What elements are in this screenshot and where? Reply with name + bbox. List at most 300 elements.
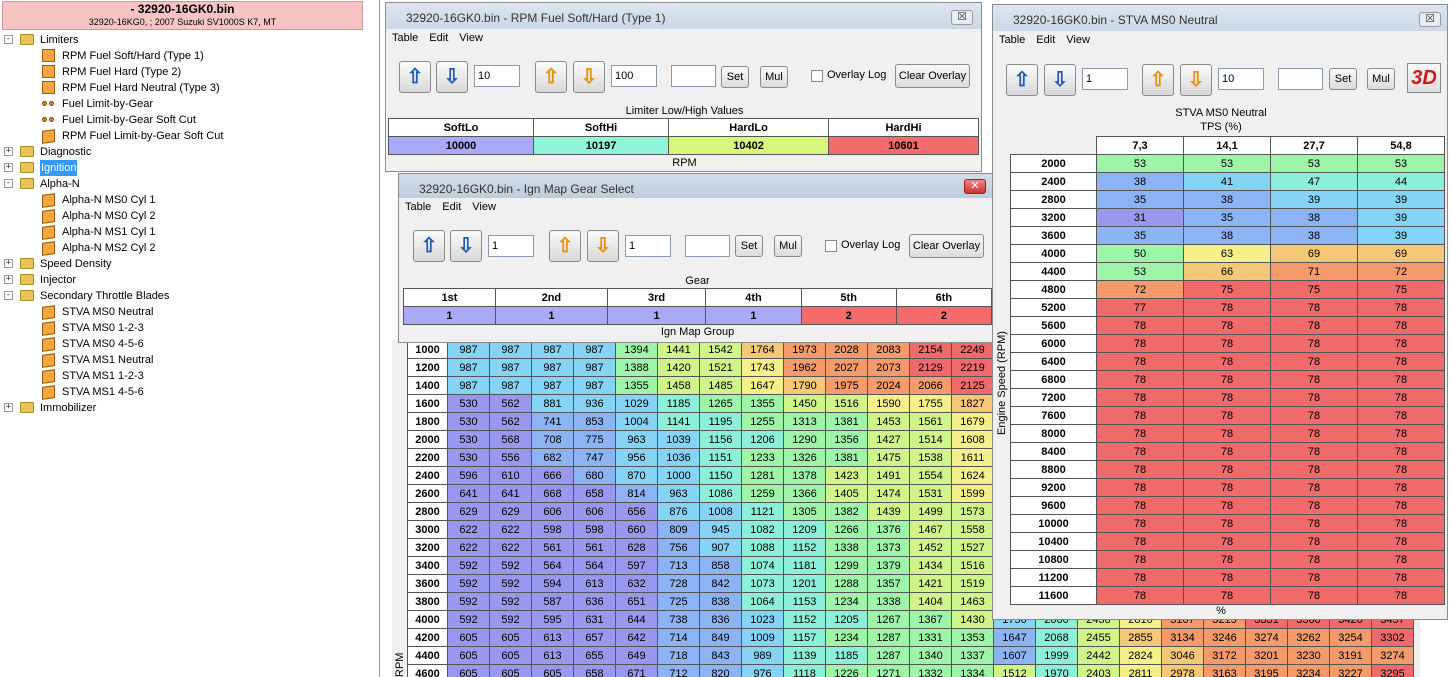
- ign-cell[interactable]: 987: [574, 377, 616, 395]
- stva-cell[interactable]: 53: [1271, 155, 1358, 173]
- ign-cell[interactable]: 3195: [1246, 665, 1288, 677]
- set-button[interactable]: Set: [721, 66, 749, 88]
- ign-cell[interactable]: 987: [574, 341, 616, 359]
- decrease-arrow-icon[interactable]: ⇩: [436, 61, 468, 93]
- ign-cell[interactable]: 1434: [910, 557, 952, 575]
- stva-cell[interactable]: 78: [1358, 371, 1445, 389]
- ign-cell[interactable]: 1427: [868, 431, 910, 449]
- ign-cell[interactable]: 1491: [868, 467, 910, 485]
- mul-button[interactable]: Mul: [760, 66, 788, 88]
- stva-cell[interactable]: 78: [1271, 551, 1358, 569]
- ign-cell[interactable]: 1152: [784, 611, 826, 629]
- ign-cell[interactable]: 1607: [994, 647, 1036, 665]
- ign-cell[interactable]: 713: [658, 557, 700, 575]
- gear-cell[interactable]: 1: [404, 307, 496, 325]
- ign-cell[interactable]: 1373: [868, 539, 910, 557]
- ign-cell[interactable]: 1538: [910, 449, 952, 467]
- ign-cell[interactable]: 987: [448, 377, 490, 395]
- step-large-input[interactable]: 10: [1218, 68, 1264, 90]
- ign-cell[interactable]: 1139: [784, 647, 826, 665]
- ign-cell[interactable]: 1790: [784, 377, 826, 395]
- ign-cell[interactable]: 1521: [700, 359, 742, 377]
- ign-cell[interactable]: 1082: [742, 521, 784, 539]
- stva-cell[interactable]: 78: [1184, 335, 1271, 353]
- increase-large-arrow-icon[interactable]: ⇧: [535, 61, 567, 93]
- ign-cell[interactable]: 1423: [826, 467, 868, 485]
- ign-cell[interactable]: 1338: [826, 539, 868, 557]
- ign-cell[interactable]: 1599: [952, 485, 994, 503]
- ign-cell[interactable]: 3274: [1246, 629, 1288, 647]
- ign-cell[interactable]: 2129: [910, 359, 952, 377]
- mul-button[interactable]: Mul: [1367, 68, 1395, 90]
- ign-cell[interactable]: 1542: [700, 341, 742, 359]
- stva-cell[interactable]: 78: [1097, 515, 1184, 533]
- stva-cell[interactable]: 78: [1097, 533, 1184, 551]
- ign-cell[interactable]: 636: [574, 593, 616, 611]
- ign-cell[interactable]: 820: [700, 665, 742, 677]
- ign-cell[interactable]: 1441: [658, 341, 700, 359]
- ign-cell[interactable]: 2083: [868, 341, 910, 359]
- stva-cell[interactable]: 31: [1097, 209, 1184, 227]
- stva-cell[interactable]: 78: [1271, 389, 1358, 407]
- ign-cell[interactable]: 2978: [1162, 665, 1204, 677]
- ign-cell[interactable]: 1073: [742, 575, 784, 593]
- stva-cell[interactable]: 78: [1358, 479, 1445, 497]
- menu-edit[interactable]: Edit: [1036, 34, 1056, 46]
- ign-cell[interactable]: 530: [448, 431, 490, 449]
- ign-cell[interactable]: 2154: [910, 341, 952, 359]
- stva-cell[interactable]: 53: [1097, 263, 1184, 281]
- step-small-input[interactable]: 1: [1082, 68, 1128, 90]
- stva-cell[interactable]: 78: [1358, 299, 1445, 317]
- expand-icon[interactable]: +: [5, 258, 12, 268]
- stva-cell[interactable]: 78: [1097, 443, 1184, 461]
- set-value-input[interactable]: [1278, 68, 1323, 90]
- stva-cell[interactable]: 50: [1097, 245, 1184, 263]
- ign-cell[interactable]: 2442: [1078, 647, 1120, 665]
- limiter-cell[interactable]: 10197: [534, 137, 669, 155]
- 3d-view-icon[interactable]: 3D: [1407, 63, 1441, 93]
- stva-cell[interactable]: 78: [1271, 587, 1358, 605]
- stva-cell[interactable]: 78: [1271, 479, 1358, 497]
- stva-cell[interactable]: 78: [1358, 497, 1445, 515]
- ign-cell[interactable]: 606: [574, 503, 616, 521]
- stva-cell[interactable]: 78: [1184, 587, 1271, 605]
- ign-cell[interactable]: 642: [616, 629, 658, 647]
- ign-cell[interactable]: 1299: [826, 557, 868, 575]
- ign-cell[interactable]: 1209: [784, 521, 826, 539]
- ign-cell[interactable]: 1088: [742, 539, 784, 557]
- ign-cell[interactable]: 712: [658, 665, 700, 677]
- ign-cell[interactable]: 1205: [826, 611, 868, 629]
- set-value-input[interactable]: [671, 65, 716, 87]
- ign-cell[interactable]: 3172: [1204, 647, 1246, 665]
- ign-cell[interactable]: 1558: [952, 521, 994, 539]
- ign-cell[interactable]: 613: [532, 629, 574, 647]
- ign-cell[interactable]: 657: [574, 629, 616, 647]
- stva-cell[interactable]: 53: [1184, 155, 1271, 173]
- ign-cell[interactable]: 775: [574, 431, 616, 449]
- increase-arrow-icon[interactable]: ⇧: [413, 230, 445, 262]
- ign-cell[interactable]: 1474: [868, 485, 910, 503]
- ign-cell[interactable]: 1764: [742, 341, 784, 359]
- ign-cell[interactable]: 1039: [658, 431, 700, 449]
- ign-cell[interactable]: 3274: [1372, 647, 1414, 665]
- stva-cell[interactable]: 78: [1097, 587, 1184, 605]
- window-title[interactable]: 32920-16GK0.bin - STVA MS0 Neutral: [993, 5, 1447, 35]
- ign-cell[interactable]: 1313: [784, 413, 826, 431]
- ign-cell[interactable]: 1338: [868, 593, 910, 611]
- stva-cell[interactable]: 78: [1271, 461, 1358, 479]
- ign-cell[interactable]: 622: [490, 521, 532, 539]
- ign-cell[interactable]: 605: [490, 629, 532, 647]
- decrease-arrow-icon[interactable]: ⇩: [1044, 64, 1076, 96]
- ign-cell[interactable]: 561: [574, 539, 616, 557]
- ign-cell[interactable]: 1206: [742, 431, 784, 449]
- stva-cell[interactable]: 78: [1184, 299, 1271, 317]
- stva-cell[interactable]: 35: [1184, 209, 1271, 227]
- ign-cell[interactable]: 1514: [910, 431, 952, 449]
- stva-cell[interactable]: 38: [1097, 173, 1184, 191]
- ign-cell[interactable]: 1233: [742, 449, 784, 467]
- ign-cell[interactable]: 3227: [1330, 665, 1372, 677]
- decrease-arrow-icon[interactable]: ⇩: [450, 230, 482, 262]
- stva-cell[interactable]: 78: [1097, 335, 1184, 353]
- ign-cell[interactable]: 1195: [700, 413, 742, 431]
- ign-cell[interactable]: 1430: [952, 611, 994, 629]
- ign-cell[interactable]: 592: [490, 575, 532, 593]
- limiter-cell[interactable]: 10000: [389, 137, 534, 155]
- ign-cell[interactable]: 987: [490, 341, 532, 359]
- gear-cell[interactable]: 1: [706, 307, 801, 325]
- ign-cell[interactable]: 530: [448, 413, 490, 431]
- stva-cell[interactable]: 78: [1358, 425, 1445, 443]
- step-large-input[interactable]: 100: [611, 65, 657, 87]
- mul-button[interactable]: Mul: [774, 235, 802, 257]
- ign-cell[interactable]: 1156: [700, 431, 742, 449]
- increase-large-arrow-icon[interactable]: ⇧: [1142, 64, 1174, 96]
- ign-cell[interactable]: 1679: [952, 413, 994, 431]
- ign-cell[interactable]: 987: [448, 359, 490, 377]
- stva-cell[interactable]: 78: [1358, 389, 1445, 407]
- stva-cell[interactable]: 78: [1097, 317, 1184, 335]
- menu-table[interactable]: Table: [392, 32, 419, 44]
- close-icon[interactable]: ☒: [1419, 12, 1441, 27]
- stva-cell[interactable]: 78: [1097, 389, 1184, 407]
- stva-cell[interactable]: 78: [1097, 551, 1184, 569]
- stva-cell[interactable]: 47: [1271, 173, 1358, 191]
- ign-cell[interactable]: 564: [532, 557, 574, 575]
- ign-cell[interactable]: 1281: [742, 467, 784, 485]
- menu-table[interactable]: Table: [999, 34, 1026, 46]
- ign-cell[interactable]: 1185: [826, 647, 868, 665]
- stva-cell[interactable]: 78: [1097, 569, 1184, 587]
- ign-cell[interactable]: 747: [574, 449, 616, 467]
- window-title[interactable]: 32920-16GK0.bin - Ign Map Gear Select: [399, 174, 994, 204]
- stva-cell[interactable]: 78: [1184, 497, 1271, 515]
- stva-cell[interactable]: 75: [1358, 281, 1445, 299]
- set-value-input[interactable]: [685, 235, 730, 257]
- ign-cell[interactable]: 562: [490, 395, 532, 413]
- ign-cell[interactable]: 1463: [952, 593, 994, 611]
- stva-cell[interactable]: 78: [1358, 569, 1445, 587]
- ign-cell[interactable]: 1516: [952, 557, 994, 575]
- stva-cell[interactable]: 78: [1358, 587, 1445, 605]
- ign-cell[interactable]: 881: [532, 395, 574, 413]
- ign-cell[interactable]: 987: [532, 359, 574, 377]
- ign-cell[interactable]: 1234: [826, 593, 868, 611]
- ign-cell[interactable]: 3230: [1288, 647, 1330, 665]
- stva-cell[interactable]: 78: [1358, 407, 1445, 425]
- ign-cell[interactable]: 592: [448, 593, 490, 611]
- ign-cell[interactable]: 843: [700, 647, 742, 665]
- ign-cell[interactable]: 629: [448, 503, 490, 521]
- ign-cell[interactable]: 530: [448, 449, 490, 467]
- ign-cell[interactable]: 671: [616, 665, 658, 677]
- stva-cell[interactable]: 78: [1271, 299, 1358, 317]
- ign-cell[interactable]: 597: [616, 557, 658, 575]
- ign-cell[interactable]: 728: [658, 575, 700, 593]
- stva-cell[interactable]: 78: [1271, 497, 1358, 515]
- ign-cell[interactable]: 564: [574, 557, 616, 575]
- stva-cell[interactable]: 78: [1184, 443, 1271, 461]
- ign-cell[interactable]: 987: [490, 359, 532, 377]
- increase-arrow-icon[interactable]: ⇧: [399, 61, 431, 93]
- ign-cell[interactable]: 680: [574, 467, 616, 485]
- stva-cell[interactable]: 78: [1184, 389, 1271, 407]
- ign-cell[interactable]: 1266: [826, 521, 868, 539]
- ign-cell[interactable]: 1185: [658, 395, 700, 413]
- close-icon[interactable]: ✕: [964, 179, 986, 194]
- ign-cell[interactable]: 1287: [868, 647, 910, 665]
- ign-cell[interactable]: 605: [448, 629, 490, 647]
- ign-cell[interactable]: 714: [658, 629, 700, 647]
- ign-cell[interactable]: 651: [616, 593, 658, 611]
- overlay-log-checkbox[interactable]: [825, 240, 837, 252]
- ign-cell[interactable]: 1367: [910, 611, 952, 629]
- stva-cell[interactable]: 78: [1184, 569, 1271, 587]
- ign-cell[interactable]: 3134: [1162, 629, 1204, 647]
- ign-cell[interactable]: 666: [532, 467, 574, 485]
- ign-cell[interactable]: 655: [574, 647, 616, 665]
- ign-cell[interactable]: 592: [448, 611, 490, 629]
- ign-cell[interactable]: 1388: [616, 359, 658, 377]
- ign-cell[interactable]: 963: [658, 485, 700, 503]
- ign-cell[interactable]: 598: [532, 521, 574, 539]
- ign-cell[interactable]: 870: [616, 467, 658, 485]
- stva-cell[interactable]: 78: [1097, 497, 1184, 515]
- ign-cell[interactable]: 987: [574, 359, 616, 377]
- ign-cell[interactable]: 1527: [952, 539, 994, 557]
- ign-cell[interactable]: 725: [658, 593, 700, 611]
- stva-cell[interactable]: 78: [1358, 533, 1445, 551]
- ign-cell[interactable]: 1611: [952, 449, 994, 467]
- ign-cell[interactable]: 682: [532, 449, 574, 467]
- gear-cell[interactable]: 1: [607, 307, 706, 325]
- menu-view[interactable]: View: [459, 32, 483, 44]
- ign-cell[interactable]: 2403: [1078, 665, 1120, 677]
- stva-cell[interactable]: 78: [1358, 515, 1445, 533]
- ign-cell[interactable]: 594: [532, 575, 574, 593]
- ign-cell[interactable]: 592: [490, 557, 532, 575]
- ign-cell[interactable]: 1975: [826, 377, 868, 395]
- ign-cell[interactable]: 561: [532, 539, 574, 557]
- expand-icon[interactable]: +: [5, 402, 12, 412]
- ign-cell[interactable]: 1357: [868, 575, 910, 593]
- ign-cell[interactable]: 1485: [700, 377, 742, 395]
- ign-cell[interactable]: 2073: [868, 359, 910, 377]
- ign-cell[interactable]: 1420: [658, 359, 700, 377]
- stva-cell[interactable]: 78: [1097, 461, 1184, 479]
- ign-cell[interactable]: 622: [448, 539, 490, 557]
- close-icon[interactable]: ☒: [951, 10, 973, 25]
- limiter-cell[interactable]: 10601: [828, 137, 978, 155]
- menu-view[interactable]: View: [472, 201, 496, 213]
- ign-cell[interactable]: 1519: [952, 575, 994, 593]
- stva-cell[interactable]: 44: [1358, 173, 1445, 191]
- ign-cell[interactable]: 756: [658, 539, 700, 557]
- ign-cell[interactable]: 2824: [1120, 647, 1162, 665]
- stva-cell[interactable]: 38: [1184, 227, 1271, 245]
- ign-cell[interactable]: 628: [616, 539, 658, 557]
- ign-cell[interactable]: 963: [616, 431, 658, 449]
- ign-cell[interactable]: 1453: [868, 413, 910, 431]
- ign-cell[interactable]: 605: [448, 647, 490, 665]
- ign-cell[interactable]: 613: [532, 647, 574, 665]
- ign-cell[interactable]: 741: [532, 413, 574, 431]
- ign-cell[interactable]: 1086: [700, 485, 742, 503]
- ign-cell[interactable]: 1366: [784, 485, 826, 503]
- ign-cell[interactable]: 1153: [784, 593, 826, 611]
- ign-cell[interactable]: 1608: [952, 431, 994, 449]
- ign-cell[interactable]: 936: [574, 395, 616, 413]
- ign-cell[interactable]: 1337: [952, 647, 994, 665]
- ign-cell[interactable]: 1290: [784, 431, 826, 449]
- ign-cell[interactable]: 1378: [784, 467, 826, 485]
- stva-cell[interactable]: 78: [1184, 317, 1271, 335]
- ign-cell[interactable]: 1973: [784, 341, 826, 359]
- ign-cell[interactable]: 568: [490, 431, 532, 449]
- ign-cell[interactable]: 2027: [826, 359, 868, 377]
- expand-icon[interactable]: +: [5, 146, 12, 156]
- stva-cell[interactable]: 78: [1184, 551, 1271, 569]
- ign-cell[interactable]: 592: [490, 611, 532, 629]
- ign-cell[interactable]: 592: [490, 593, 532, 611]
- stva-cell[interactable]: 78: [1271, 335, 1358, 353]
- expand-icon[interactable]: +: [5, 162, 12, 172]
- collapse-icon[interactable]: -: [5, 290, 12, 300]
- ign-cell[interactable]: 1288: [826, 575, 868, 593]
- ign-cell[interactable]: 1755: [910, 395, 952, 413]
- ign-cell[interactable]: 838: [700, 593, 742, 611]
- stva-cell[interactable]: 78: [1271, 407, 1358, 425]
- stva-cell[interactable]: 78: [1184, 515, 1271, 533]
- ign-cell[interactable]: 1743: [742, 359, 784, 377]
- stva-cell[interactable]: 78: [1358, 461, 1445, 479]
- stva-cell[interactable]: 39: [1358, 227, 1445, 245]
- ign-cell[interactable]: 907: [700, 539, 742, 557]
- ign-cell[interactable]: 587: [532, 593, 574, 611]
- ign-cell[interactable]: 858: [700, 557, 742, 575]
- stva-cell[interactable]: 69: [1358, 245, 1445, 263]
- limiter-cell[interactable]: 10402: [669, 137, 829, 155]
- ign-cell[interactable]: 1458: [658, 377, 700, 395]
- ign-cell[interactable]: 595: [532, 611, 574, 629]
- ign-cell[interactable]: 1157: [784, 629, 826, 647]
- ign-cell[interactable]: 3234: [1288, 665, 1330, 677]
- ign-cell[interactable]: 596: [448, 467, 490, 485]
- ign-cell[interactable]: 1332: [910, 665, 952, 677]
- stva-cell[interactable]: 78: [1184, 479, 1271, 497]
- stva-cell[interactable]: 39: [1358, 209, 1445, 227]
- stva-cell[interactable]: 41: [1184, 173, 1271, 191]
- stva-cell[interactable]: 78: [1097, 479, 1184, 497]
- ign-cell[interactable]: 2066: [910, 377, 952, 395]
- ign-cell[interactable]: 718: [658, 647, 700, 665]
- menu-edit[interactable]: Edit: [442, 201, 462, 213]
- ign-cell[interactable]: 2125: [952, 377, 994, 395]
- ign-cell[interactable]: 3302: [1372, 629, 1414, 647]
- ign-cell[interactable]: 1516: [826, 395, 868, 413]
- decrease-large-arrow-icon[interactable]: ⇩: [573, 61, 605, 93]
- gear-cell[interactable]: 2: [896, 307, 991, 325]
- ign-cell[interactable]: 660: [616, 521, 658, 539]
- ign-cell[interactable]: 610: [490, 467, 532, 485]
- ign-cell[interactable]: 1452: [910, 539, 952, 557]
- stva-cell[interactable]: 72: [1358, 263, 1445, 281]
- stva-cell[interactable]: 69: [1271, 245, 1358, 263]
- stva-cell[interactable]: 78: [1184, 407, 1271, 425]
- ign-cell[interactable]: 1382: [826, 503, 868, 521]
- ign-cell[interactable]: 1970: [1036, 665, 1078, 677]
- ign-cell[interactable]: 1590: [868, 395, 910, 413]
- ign-cell[interactable]: 1255: [742, 413, 784, 431]
- increase-arrow-icon[interactable]: ⇧: [1006, 64, 1038, 96]
- stva-cell[interactable]: 71: [1271, 263, 1358, 281]
- ign-cell[interactable]: 836: [700, 611, 742, 629]
- ign-cell[interactable]: 1356: [826, 431, 868, 449]
- ign-cell[interactable]: 629: [490, 503, 532, 521]
- ign-cell[interactable]: 1259: [742, 485, 784, 503]
- stva-cell[interactable]: 78: [1358, 335, 1445, 353]
- ign-cell[interactable]: 1962: [784, 359, 826, 377]
- stva-cell[interactable]: 78: [1184, 461, 1271, 479]
- ign-cell[interactable]: 1499: [910, 503, 952, 521]
- stva-cell[interactable]: 63: [1184, 245, 1271, 263]
- stva-cell[interactable]: 72: [1097, 281, 1184, 299]
- ign-cell[interactable]: 3262: [1288, 629, 1330, 647]
- ign-cell[interactable]: 989: [742, 647, 784, 665]
- ign-cell[interactable]: 1150: [700, 467, 742, 485]
- ign-cell[interactable]: 613: [574, 575, 616, 593]
- ign-cell[interactable]: 1151: [700, 449, 742, 467]
- ign-cell[interactable]: 1355: [616, 377, 658, 395]
- decrease-large-arrow-icon[interactable]: ⇩: [1180, 64, 1212, 96]
- stva-cell[interactable]: 78: [1184, 533, 1271, 551]
- stva-cell[interactable]: 66: [1184, 263, 1271, 281]
- ign-cell[interactable]: 1004: [616, 413, 658, 431]
- stva-cell[interactable]: 78: [1271, 533, 1358, 551]
- ign-cell[interactable]: 1573: [952, 503, 994, 521]
- ign-cell[interactable]: 1376: [868, 521, 910, 539]
- stva-cell[interactable]: 78: [1184, 353, 1271, 371]
- stva-cell[interactable]: 78: [1271, 515, 1358, 533]
- stva-cell[interactable]: 78: [1358, 317, 1445, 335]
- ign-cell[interactable]: 1340: [910, 647, 952, 665]
- ign-cell[interactable]: 1512: [994, 665, 1036, 677]
- ign-cell[interactable]: 945: [700, 521, 742, 539]
- ign-cell[interactable]: 1404: [910, 593, 952, 611]
